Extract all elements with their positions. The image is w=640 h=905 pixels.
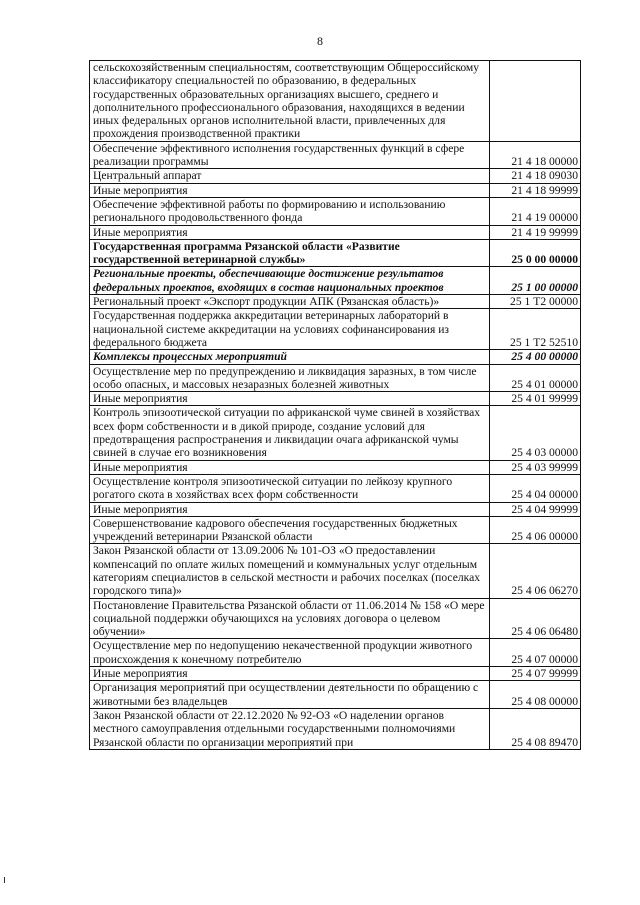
row-description: Иные мероприятия [90,183,490,197]
row-code: 21 4 19 00000 [490,197,581,225]
table-row [90,183,581,197]
row-code [490,61,581,142]
row-description: Закон Рязанской области от 13.09.2006 № 101-ОЗ «О предоставлении компенсаций по оплате жилых помещений и коммунальных услуг отдельным категориям специалистов в сельской местности и рабочих поселках (поселках городского типа)» [90,544,490,598]
table-row [90,392,581,406]
row-code: 21 4 18 99999 [490,183,581,197]
table-row [90,239,581,267]
row-code: 25 4 04 99999 [490,502,581,516]
row-code: 25 4 08 00000 [490,681,581,709]
table-row [90,309,581,350]
table-body [90,61,581,750]
row-description: Иные мероприятия [90,460,490,474]
table-row [90,667,581,681]
row-code: 21 4 19 99999 [490,225,581,239]
table-row [90,141,581,169]
row-description: Осуществление мер по недопущению некачественной продукции животного происхождения к конечному потребителю [90,639,490,667]
row-description: Организация мероприятий при осуществлении деятельности по обращению с животными без владельцев [90,681,490,709]
row-description: Иные мероприятия [90,667,490,681]
row-code: 25 4 04 00000 [490,474,581,502]
row-code: 25 4 08 89470 [490,708,581,749]
table-row [90,474,581,502]
budget-classification-table [89,60,581,750]
row-description: Государственная поддержка аккредитации ветеринарных лабораторий в национальной системе аккредитации на условиях софинансирования из федерального бюджета [90,309,490,350]
table-row [90,681,581,709]
table-row [90,460,581,474]
row-code: 21 4 18 00000 [490,141,581,169]
scan-mark [4,877,5,883]
row-description: Осуществление мер по предупреждению и ликвидация заразных, в том числе особо опасных, и массовых незаразных болезней животных [90,364,490,392]
table-row [90,406,581,460]
row-code: 25 4 06 06480 [490,598,581,639]
row-description: сельскохозяйственным специальностям, соответствующим Общероссийскому классификатору специальностей по образованию, в федеральных государственных образовательных организациях высшего, среднего и дополнительного профессионального образования, находящихся в ведении иных федеральных органов исполнительной власти, привлеченных для прохождения производственной практики [90,61,490,142]
table-row [90,708,581,749]
table-row [90,544,581,598]
row-description: Иные мероприятия [90,225,490,239]
row-description: Постановление Правительства Рязанской области от 11.06.2014 № 158 «О мере социальной поддержки обучающихся на условиях договора о целевом обучении» [90,598,490,639]
row-code: 25 4 06 06270 [490,544,581,598]
table-row [90,364,581,392]
table-row [90,267,581,295]
row-code: 25 1 00 00000 [490,267,581,295]
table-row [90,639,581,667]
row-code: 21 4 18 09030 [490,169,581,183]
row-code: 25 4 06 00000 [490,516,581,544]
row-code: 25 1 Т2 52510 [490,309,581,350]
row-code: 25 4 01 00000 [490,364,581,392]
table-row [90,169,581,183]
row-code: 25 1 Т2 00000 [490,295,581,309]
row-description: Иные мероприятия [90,392,490,406]
row-description: Иные мероприятия [90,502,490,516]
row-description: Обеспечение эффективного исполнения государственных функций в сфере реализации программы [90,141,490,169]
row-code: 25 4 01 99999 [490,392,581,406]
row-description: Обеспечение эффективной работы по формированию и использованию регионального продовольственного фонда [90,197,490,225]
row-description: Контроль эпизоотической ситуации по африканской чуме свиней в хозяйствах всех форм собственности и в дикой природе, создание условий для предотвращения распространения и ликвидации очага африканской чумы свиней в случае его возникновения [90,406,490,460]
table-row [90,225,581,239]
row-code: 25 4 00 00000 [490,350,581,364]
row-description: Осуществление контроля эпизоотической ситуации по лейкозу крупного рогатого скота в хозяйствах всех форм собственности [90,474,490,502]
table-row [90,197,581,225]
row-description: Региональный проект «Экспорт продукции АПК (Рязанская область)» [90,295,490,309]
row-description: Совершенствование кадрового обеспечения государственных бюджетных учреждений ветеринарии Рязанской области [90,516,490,544]
table-row [90,350,581,364]
table-row [90,502,581,516]
row-description: Региональные проекты, обеспечивающие достижение результатов федеральных проектов, входящих в состав национальных проектов [90,267,490,295]
table-row [90,295,581,309]
row-code: 25 4 07 99999 [490,667,581,681]
table-row [90,598,581,639]
row-code: 25 4 03 99999 [490,460,581,474]
row-description: Государственная программа Рязанской области «Развитие государственной ветеринарной службы» [90,239,490,267]
row-code: 25 4 03 00000 [490,406,581,460]
table-row [90,61,581,142]
page-number: 8 [317,34,323,48]
row-description: Центральный аппарат [90,169,490,183]
row-description: Закон Рязанской области от 22.12.2020 № 92-ОЗ «О наделении органов местного самоуправления отдельными государственными полномочиями Рязанской области по организации мероприятий при [90,708,490,749]
row-description: Комплексы процессных мероприятий [90,350,490,364]
row-code: 25 4 07 00000 [490,639,581,667]
table-row [90,516,581,544]
row-code: 25 0 00 00000 [490,239,581,267]
